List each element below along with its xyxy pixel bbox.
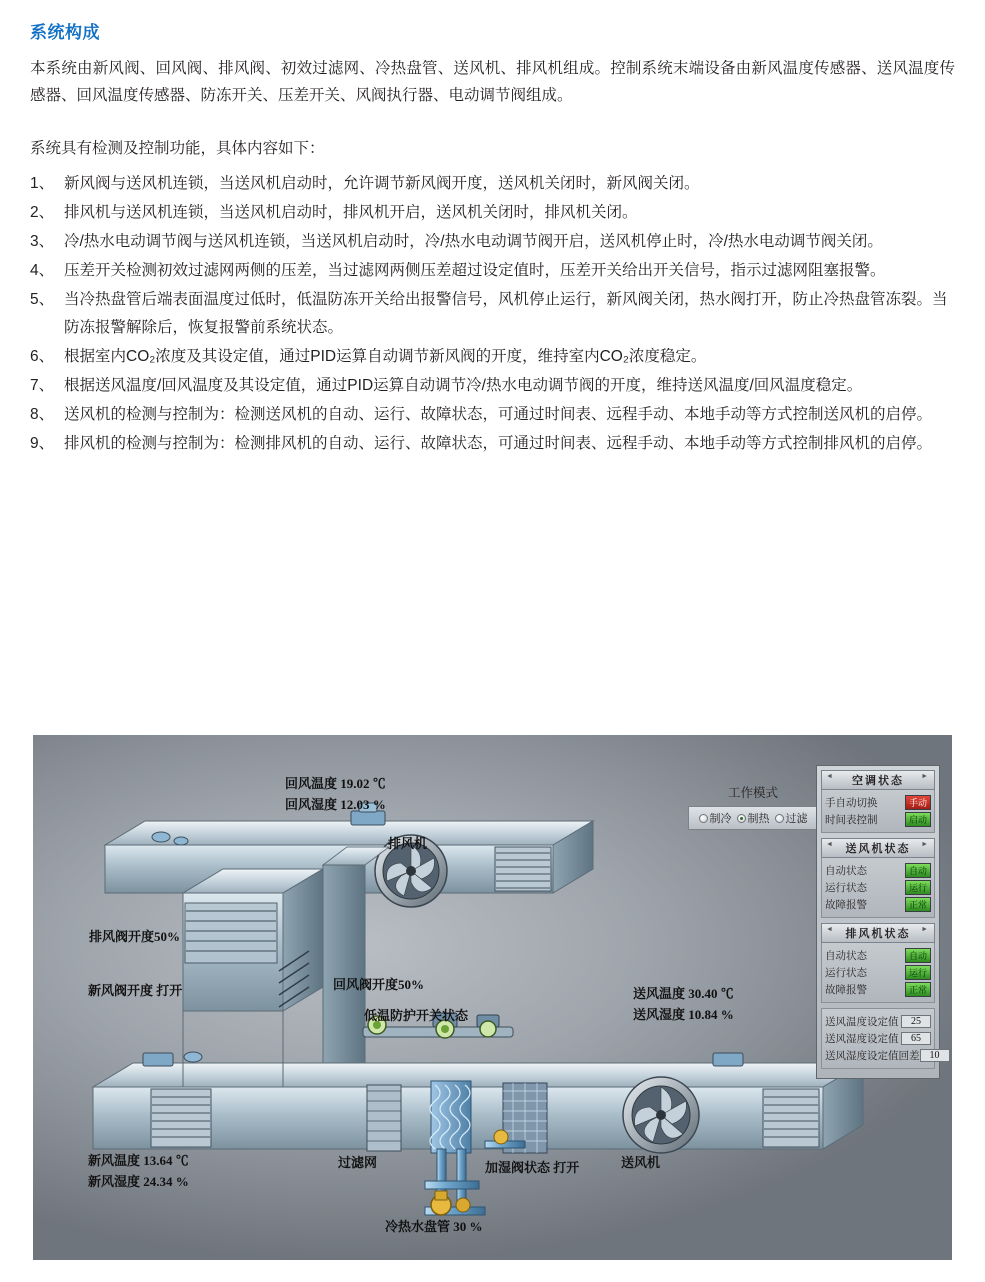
list-item-text: 排风机的检测与控制为：检测排风机的自动、运行、故障状态，可通过时间表、远程手动、本地手动等方式控制排风机的启停。 xyxy=(64,435,933,452)
status-badge[interactable]: 启动 xyxy=(905,812,931,827)
status-badge: 自动 xyxy=(905,948,931,963)
label-supply-fan: 送风机 xyxy=(621,1155,661,1170)
setpoint-value[interactable]: 10 xyxy=(920,1049,950,1062)
status-badge: 自动 xyxy=(905,863,931,878)
list-item xyxy=(30,228,955,256)
status-badge: 正常 xyxy=(905,897,931,912)
label-return-damper: 回风阀开度50% xyxy=(333,977,425,992)
label-fresh-humidity: 新风湿度 24.34 % xyxy=(88,1174,189,1189)
group-supply-fan-status xyxy=(821,838,935,918)
list-item-number: 7、 xyxy=(30,377,55,394)
row-supply-humidity-deadband[interactable] xyxy=(825,1048,940,1063)
label-supply-humidity: 送风湿度 10.84 % xyxy=(633,1007,734,1022)
list-item-text: 根据室内CO₂浓度及其设定值，通过PID运算自动调节新风阀的开度，维持室内CO₂浓度稳定。 xyxy=(64,348,707,365)
list-item xyxy=(30,257,955,285)
row-label: 自动状态 xyxy=(825,951,867,962)
label-return-humidity: 回风湿度 12.03 % xyxy=(285,797,386,812)
function-list xyxy=(30,170,955,458)
row-label: 送风温度设定值 xyxy=(825,1017,899,1028)
work-mode-option-label: 制冷 xyxy=(709,813,732,825)
row-label: 运行状态 xyxy=(825,883,867,894)
work-mode-group xyxy=(688,783,818,830)
hvac-schematic-canvas xyxy=(33,735,952,1260)
label-supply-temperature: 送风温度 30.40 ℃ xyxy=(633,986,734,1001)
work-mode-option-label: 过滤 xyxy=(785,813,808,825)
radio-icon[interactable] xyxy=(699,814,708,823)
radio-icon[interactable] xyxy=(775,814,784,823)
row-label: 时间表控制 xyxy=(825,815,878,826)
group-ac-status xyxy=(821,770,935,833)
list-item-text: 当冷热盘管后端表面温度过低时，低温防冻开关给出报警信号，风机停止运行，新风阀关闭，热水阀打开，防止冷热盘管冻裂。当防冻报警解除后，恢复报警前系统状态。 xyxy=(64,291,948,336)
setpoint-value[interactable]: 25 xyxy=(901,1015,931,1028)
row-manual-auto-switch[interactable] xyxy=(825,795,931,810)
row-label: 故障报警 xyxy=(825,985,867,996)
list-item-number: 8、 xyxy=(30,406,55,423)
label-fresh-temperature: 新风温度 13.64 ℃ xyxy=(88,1153,189,1168)
document-page xyxy=(0,0,985,458)
work-mode-option-filter[interactable] xyxy=(775,810,808,826)
list-item xyxy=(30,170,955,198)
row-label: 送风湿度设定值回差 xyxy=(825,1051,920,1062)
group-title: ◄ 空调状态 ► xyxy=(821,770,935,790)
list-item-text: 压差开关检测初效过滤网两侧的压差，当过滤网两侧压差超过设定值时，压差开关给出开关信号，指示过滤网阻塞报警。 xyxy=(64,262,886,279)
list-item-number: 3、 xyxy=(30,233,55,250)
hvac-schematic-panel xyxy=(33,735,952,1260)
row-label: 自动状态 xyxy=(825,866,867,877)
list-item xyxy=(30,199,955,227)
work-mode-option-cooling[interactable] xyxy=(699,810,732,826)
list-item xyxy=(30,430,955,458)
label-freeze-protection-switch: 低温防护开关状态 xyxy=(364,1008,469,1023)
work-mode-option-heating[interactable] xyxy=(737,810,770,826)
row-supply-fan-fault xyxy=(825,897,931,912)
list-item xyxy=(30,401,955,429)
row-label: 手自动切换 xyxy=(825,798,878,809)
row-exhaust-fan-auto xyxy=(825,948,931,963)
list-item-number: 2、 xyxy=(30,204,55,221)
setpoint-value[interactable]: 65 xyxy=(901,1032,931,1045)
list-item-text: 根据送风温度/回风温度及其设定值，通过PID运算自动调节冷/热水电动调节阀的开度，维持送风温度/回风温度稳定。 xyxy=(64,377,863,394)
list-item-number: 6、 xyxy=(30,348,55,365)
row-exhaust-fan-run xyxy=(825,965,931,980)
list-item-text: 排风机与送风机连锁，当送风机启动时，排风机开启，送风机关闭时，排风机关闭。 xyxy=(64,204,638,221)
list-item-number: 4、 xyxy=(30,262,55,279)
radio-selected-icon[interactable] xyxy=(737,814,746,823)
list-item-number: 1、 xyxy=(30,175,55,192)
list-item-number: 5、 xyxy=(30,291,55,308)
status-badge: 运行 xyxy=(905,880,931,895)
work-mode-title: 工作模式 xyxy=(727,786,778,800)
group-exhaust-fan-status xyxy=(821,923,935,1003)
lead-paragraph: 本系统由新风阀、回风阀、排风阀、初效过滤网、冷热盘管、送风机、排风机组成。控制系统末端设备由新风温度传感器、送风温度传感器、回风温度传感器、防冻开关、压差开关、风阀执行器、电动调节阀组成。 xyxy=(30,60,955,104)
page-title: 系统构成 xyxy=(30,23,100,42)
row-label: 故障报警 xyxy=(825,900,867,911)
row-label: 运行状态 xyxy=(825,968,867,979)
row-exhaust-fan-fault xyxy=(825,982,931,997)
status-badge[interactable]: 手动 xyxy=(905,795,931,810)
list-item xyxy=(30,343,955,371)
row-supply-temp-setpoint[interactable] xyxy=(825,1014,931,1029)
row-supply-fan-auto xyxy=(825,863,931,878)
work-mode-options[interactable] xyxy=(688,806,818,830)
group-title: ◄ 排风机状态 ► xyxy=(821,923,935,943)
status-badge: 运行 xyxy=(905,965,931,980)
list-item-text: 送风机的检测与控制为：检测送风机的自动、运行、故障状态，可通过时间表、远程手动、本地手动等方式控制送风机的启停。 xyxy=(64,406,933,423)
work-mode-option-label: 制热 xyxy=(747,813,770,825)
label-fresh-damper: 新风阀开度 打开 xyxy=(88,983,183,998)
group-title: ◄ 送风机状态 ► xyxy=(821,838,935,858)
status-control-panel xyxy=(816,765,940,1079)
row-supply-fan-run xyxy=(825,880,931,895)
label-return-temperature: 回风温度 19.02 ℃ xyxy=(285,776,386,791)
list-item xyxy=(30,372,955,400)
label-humidifier-valve-status: 加湿阀状态 打开 xyxy=(485,1160,580,1175)
list-item-number: 9、 xyxy=(30,435,55,452)
list-item-text: 冷/热水电动调节阀与送风机连锁，当送风机启动时，冷/热水电动调节阀开启，送风机停止时，冷/热水电动调节阀关闭。 xyxy=(64,233,883,250)
label-water-coil: 冷热水盘管 30 % xyxy=(385,1219,483,1234)
label-exhaust-damper: 排风阀开度50% xyxy=(89,929,181,944)
row-schedule-control[interactable] xyxy=(825,812,931,827)
row-label: 送风湿度设定值 xyxy=(825,1034,899,1045)
status-badge: 正常 xyxy=(905,982,931,997)
intro-paragraph: 系统具有检测及控制功能，具体内容如下： xyxy=(30,140,325,157)
row-supply-humidity-setpoint[interactable] xyxy=(825,1031,931,1046)
list-item xyxy=(30,286,955,342)
list-item-text: 新风阀与送风机连锁，当送风机启动时，允许调节新风阀开度，送风机关闭时，新风阀关闭。 xyxy=(64,175,700,192)
label-exhaust-fan: 排风机 xyxy=(388,836,428,851)
label-filter: 过滤网 xyxy=(338,1155,378,1170)
group-setpoints xyxy=(821,1008,940,1069)
